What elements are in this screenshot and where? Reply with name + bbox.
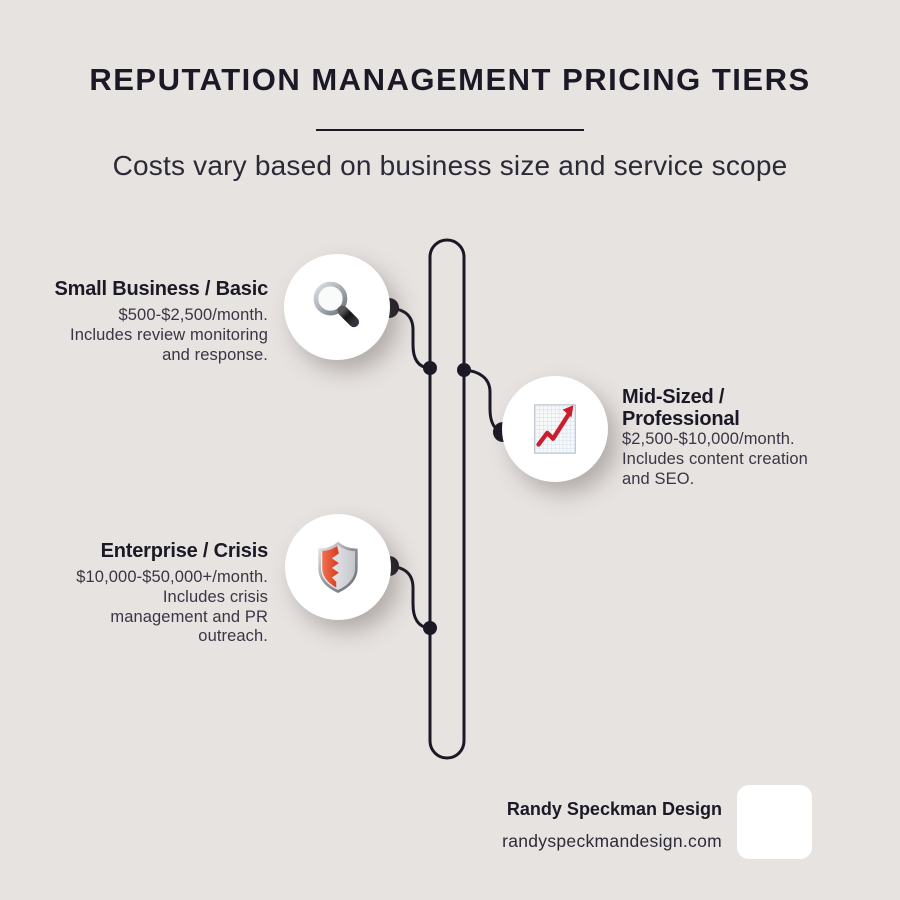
tier-2-name: Mid-Sized / Professional <box>622 386 740 430</box>
tier-1-description: $500-$2,500/month. Includes review monitoring and response. <box>70 306 268 364</box>
tier-3-icon-circle <box>285 514 391 620</box>
tier-1-icon-circle <box>284 254 390 360</box>
page-title: REPUTATION MANAGEMENT PRICING TIERS <box>89 62 811 97</box>
tier-3-name: Enterprise / Crisis <box>100 540 268 562</box>
connector-tier-2 <box>464 370 502 432</box>
node-dot-tier-2-small <box>457 363 471 377</box>
tier-3-description: $10,000-$50,000+/month. Includes crisis management and PR outreach. <box>76 568 268 646</box>
page-subtitle: Costs vary based on business size and service scope <box>112 150 788 181</box>
footer-logo-placeholder <box>737 785 812 859</box>
footer-website: randyspeckmandesign.com <box>502 831 722 851</box>
magnifying-glass-icon <box>307 277 367 337</box>
tier-2-icon-circle <box>502 376 608 482</box>
connector-tier-1 <box>389 308 429 368</box>
chart-increasing-icon <box>524 398 586 460</box>
timeline-capsule <box>430 240 464 758</box>
connector-tier-3 <box>389 566 429 628</box>
node-dot-tier-3-small <box>423 621 437 635</box>
shield-icon <box>310 539 366 595</box>
tier-1-name: Small Business / Basic <box>54 278 268 300</box>
node-dot-tier-1-small <box>423 361 437 375</box>
footer-brand-name: Randy Speckman Design <box>506 799 722 819</box>
tier-2-description: $2,500-$10,000/month. Includes content creation and SEO. <box>622 430 808 488</box>
